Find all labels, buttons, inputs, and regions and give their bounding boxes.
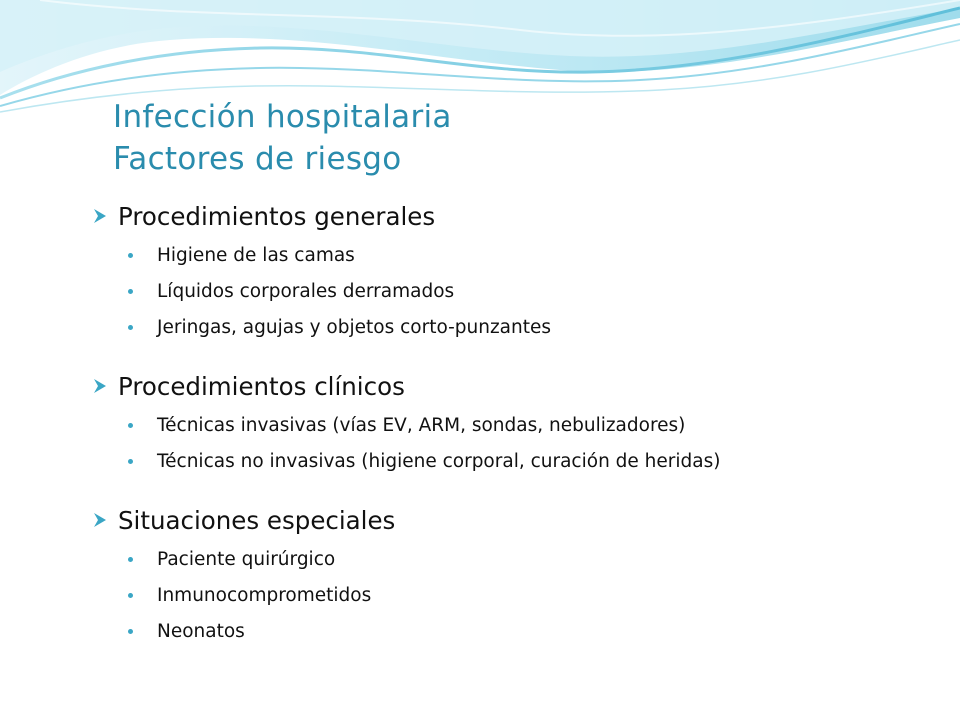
- dot-bullet-icon: [128, 557, 133, 562]
- section-heading: [92, 501, 952, 539]
- bullet-list: [92, 237, 952, 345]
- list-item-label: Inmunocomprometidos: [157, 584, 372, 606]
- dot-bullet-icon: [128, 289, 133, 294]
- title-line-2: Factores de riesgo: [113, 141, 402, 177]
- bullet-list: [92, 541, 952, 649]
- dot-bullet-icon: [128, 325, 133, 330]
- bullet-list: [92, 407, 952, 479]
- slide-title: [113, 96, 452, 180]
- section-procedimientos-clinicos: [92, 367, 952, 479]
- dot-bullet-icon: [128, 593, 133, 598]
- dot-bullet-icon: [128, 253, 133, 258]
- list-item: [128, 577, 952, 613]
- list-item: [128, 443, 952, 479]
- section-label: Procedimientos generales: [118, 201, 436, 231]
- dot-bullet-icon: [128, 459, 133, 464]
- list-item: [128, 273, 952, 309]
- list-item: [128, 613, 952, 649]
- dot-bullet-icon: [128, 629, 133, 634]
- section-situaciones-especiales: [92, 501, 952, 649]
- arrow-bullet-icon: [92, 378, 108, 394]
- section-label: Situaciones especiales: [118, 505, 396, 535]
- list-item-label: Jeringas, agujas y objetos corto-punzantes: [157, 316, 552, 338]
- list-item-label: Técnicas invasivas (vías EV, ARM, sondas, nebulizadores): [157, 414, 686, 436]
- content-sections: [92, 197, 952, 649]
- list-item-label: Neonatos: [157, 620, 245, 642]
- list-item: [128, 541, 952, 577]
- list-item: [128, 309, 952, 345]
- list-item: [128, 237, 952, 273]
- section-label: Procedimientos clínicos: [118, 371, 405, 401]
- section-procedimientos-generales: [92, 197, 952, 345]
- list-item-label: Higiene de las camas: [157, 244, 355, 266]
- arrow-bullet-icon: [92, 208, 108, 224]
- dot-bullet-icon: [128, 423, 133, 428]
- section-heading: [92, 367, 952, 405]
- list-item-label: Paciente quirúrgico: [157, 548, 336, 570]
- list-item-label: Líquidos corporales derramados: [157, 280, 455, 302]
- section-heading: [92, 197, 952, 235]
- arrow-bullet-icon: [92, 512, 108, 528]
- list-item: [128, 407, 952, 443]
- title-line-1: Infección hospitalaria: [113, 99, 452, 135]
- list-item-label: Técnicas no invasivas (higiene corporal, curación de heridas): [157, 450, 721, 472]
